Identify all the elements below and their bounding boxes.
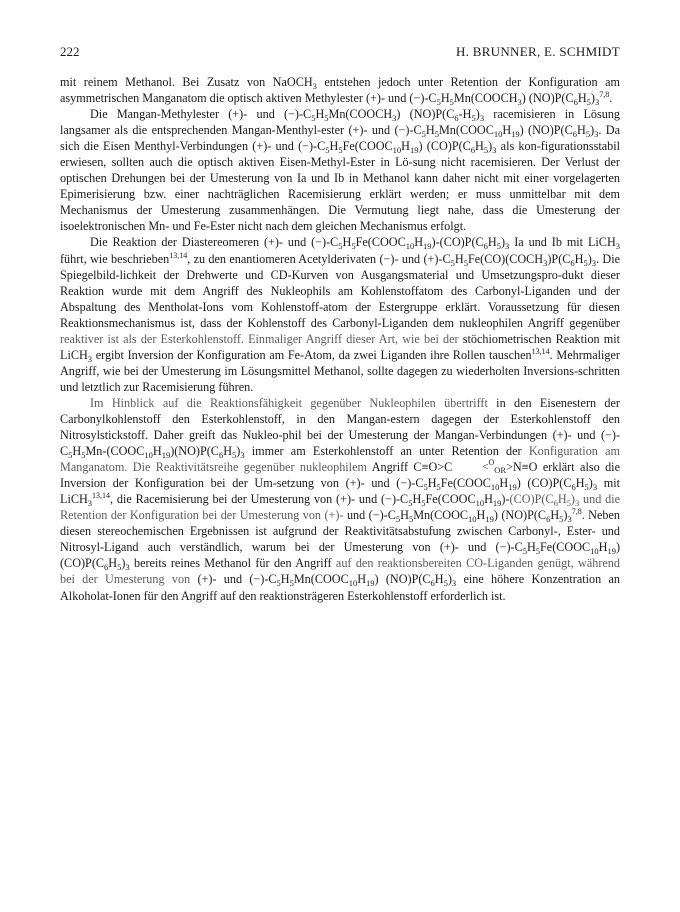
- paragraph-continuation: mit reinem Methanol. Bei Zusatz von NaOCH$_3$ entstehen jedoch unter Retention der Konfiguration am asymmetrischen Manganatom die optisch aktiven Methylester (+)- und $(-)-C_5H_5Mn(COOCH_3)$ $(NO)P(C_6H_5)_3^{7,8}$.: [60, 75, 620, 108]
- running-head-authors: H. BRUNNER, E. SCHMIDT: [455, 44, 620, 59]
- paragraph-reactivity-order: Im Hinblick auf die Reaktionsfähigkeit gegenüber Nukleophilen übertrifft in den Eisenestern der Carbonylkohlenstoff den Esterkohlenstoff, in den Mangan-estern dagegen der Esterkohlenstoff den Nitrosylstickstoff. Daher greift das Nukleo-phil bei der Umesterung der Mangan-Verbindungen (+)- und $(-)-C_5H_5Mn-(COOC_{10}H_{19})(NO)P(C_6H_5)_3$ immer am Esterkohlenstoff an unter Retention der Konfiguration am Manganatom. Die Reaktivitätsreihe gegenüber nukleophilem Angriff C≡O>C <$^O_{OR}$>N≡O erklärt also die Inversion der Konfiguration bei der Um-setzung von (+)- und $(-)-C_5H_5Fe(COOC_{10}H_{19})$ $(CO)P(C_6H_5)_3$ mit LiCH$_3^{13,14}$, die Racemisierung bei der Umesterung von (+)- und $(-)-C_5H_5Fe(COOC_{10}H_{19})-(CO)P(C_6H_5)_3$ und die Retention der Konfiguration bei der Umesterung von (+)- und $(-)-C_5H_5Mn(COOC_{10}H_{19})$ $(NO)P(C_6H_5)_3^{7,8}$. Neben diesen stereochemischen Ergebnissen ist aufgrund der Reaktivitätsabstufung zwischen Carbonyl-, Ester- und Nitrosyl-Ligand auch verständlich, warum bei der Umesterung von (+)- und $(-)-C_5H_5Fe(COOC_{10}H_{19})$ $(CO)P(C_6H_5)_3$ bereits reines Methanol für den Angriff auf den reaktionsbereiten CO-Liganden genügt, während bei der Umesterung von (+)- und $(-)-C_5H_5Mn(COOC_{10}H_{19})$ $(NO)P(C_6H_5)_3$ eine höhere Konzentration an Alkoholat-Ionen für den Angriff auf den reaktionsträgeren Esterkohlenstoff erforderlich ist.: [60, 395, 620, 603]
- page-number: 222: [60, 44, 80, 59]
- paragraph-methylester-racemization: Die Mangan-Methylester (+)- und $(-)-C_5H_5Mn(COOCH_3)$ $(NO)P(C_6-H_5)_3$ racemisieren in Lösung langsamer als die entsprechenden Mangan-Menthyl-ester (+)- und $(-)-C_5H_5Mn(COOC_{10}H_{19})$ $(NO)P(C_6H_5)_3$. Da sich die Eisen Menthyl-Verbindungen (+)- und $(-)-C_5H_5Fe(COOC_{10}H_{19})$ $(CO)P(C_6H_5)_3$ als kon-figurationsstabil erwiesen, sollten auch die optisch aktiven Eisen-Methyl-Ester in Lö-sung nicht racemisieren. Der Verlust der optischen Drehungen bei der Umesterung von Ia und Ib in Methanol kann daher nicht mit einer vorgelagerten Epimerisierung bzw. einer nachträglichen Racemisierung erklärt werden; er muss unmittelbar mit dem Mechanismus der Umesterung zusammenhängen. Die Vermutung liegt nahe, dass die Umesterung der isoelektronischen Mn- und Fe-Ester nicht nach dem gleichen Mechanismus erfolgt.: [60, 107, 621, 234]
- article-body: [60, 74, 620, 604]
- journal-page: [60, 44, 620, 604]
- running-header: [60, 44, 620, 74]
- paragraph-diastereomer-reaction: Die Reaktion der Diastereomeren (+)- und $(-)-C_5H_5Fe(COOC_{10}H_{19})-(CO)P(C_6H_5)_3$ Ia und Ib mit LiCH$_3$ führt, wie beschrieben$^{13,14}$, zu den enantiomeren Acetylderivaten (−)- und $(+)-C_5H_5Fe(CO)(COCH_3)P(C_6H_5)_3$. Die Spiegelbild-lichkeit der Drehwerte und CD-Kurven von Ausgangsmaterial und Umsetzungspro-dukt dieser Reaktion wurde mit dem Angriff des Nukleophils am Kohlenstoffatom des Carbonyl-Liganden und der Abspaltung des Mentholat-Ions vom Kohlenstoff-atom der Estergruppe erklärt. Voraussetzung für diesen Reaktionsmechanismus ist, dass der Kohlenstoff des Carbonyl-Liganden dem nukleophilen Angriff gegenüber reaktiver ist als der Esterkohlenstoff. Einmaliger Angriff dieser Art, wie bei der stöchiometrischen Reaktion mit LiCH$_3$ ergibt Inversion der Konfiguration am Fe-Atom, da zwei Liganden ihre Rollen tauschen$^{13,14}$. Mehrmaliger Angriff, wie bei der Umesterung im Lösungsmittel Methanol, sollte dagegen zu wiederholten Inversions-schritten und letztlich zur Racemisierung führen.: [60, 235, 620, 394]
